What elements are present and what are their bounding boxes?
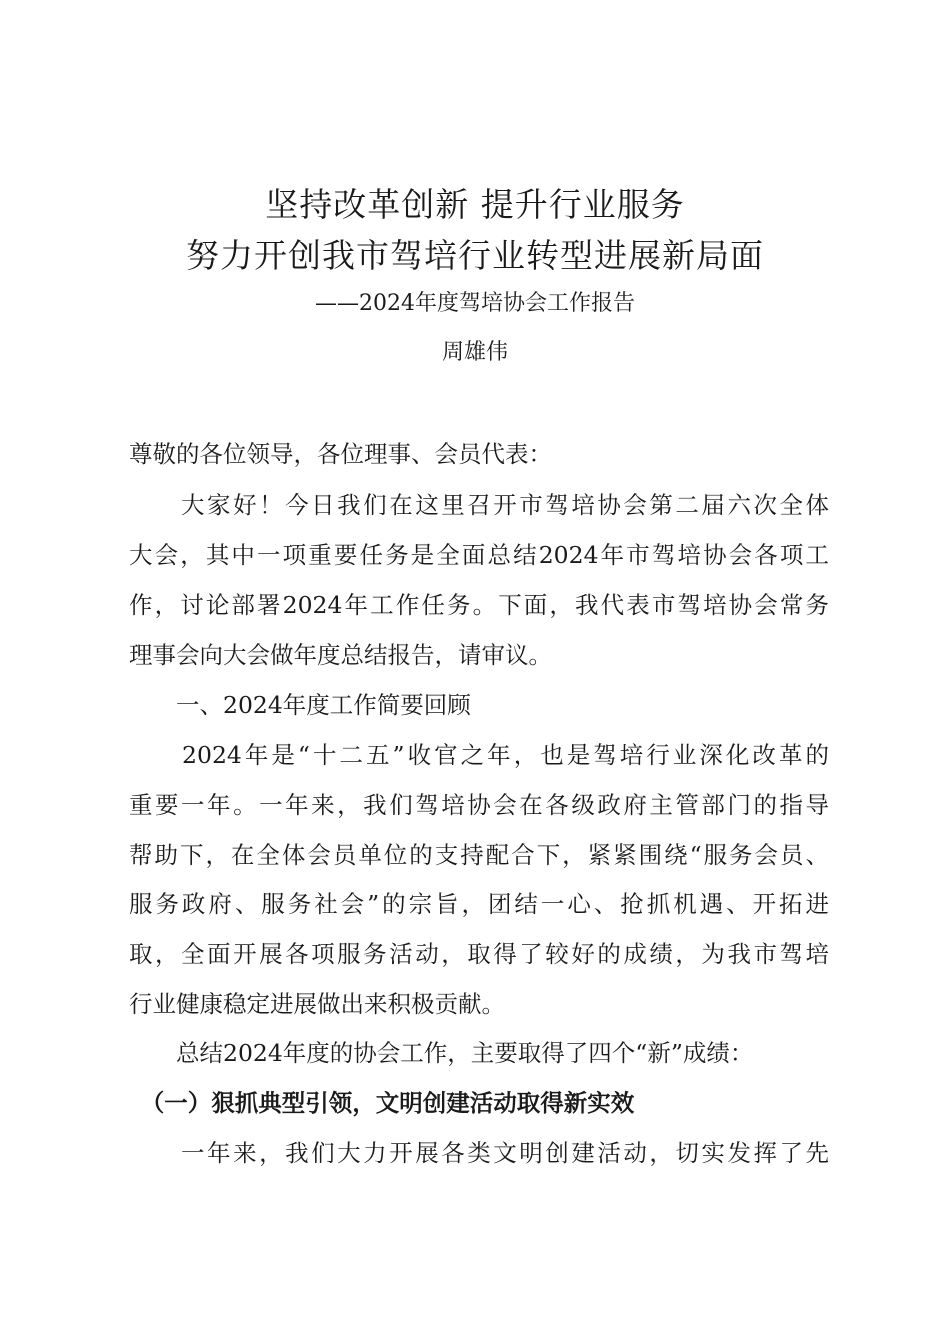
body-line: 总结2024年度的协会工作，主要取得了四个“新”成绩： — [129, 1039, 754, 1067]
body-line: 一年来，我们大力开展各类文明创建活动，切实发挥了先 — [129, 1139, 829, 1167]
body-line: 帮助下，在全体会员单位的支持配合下，紧紧围绕“服务会员、 — [129, 841, 829, 869]
body-line: 大家好！今日我们在这里召开市驾培协会第二届六次全体 — [129, 491, 829, 519]
body-line: 理事会向大会做年度总结报告，请审议。 — [129, 641, 552, 669]
body-line: 作，讨论部署2024年工作任务。下面，我代表市驾培协会常务 — [129, 591, 829, 619]
document-title-line-1: 坚持改革创新 提升行业服务 — [265, 185, 685, 224]
body-line: 大会，其中一项重要任务是全面总结2024年市驾培协会各项工 — [129, 541, 829, 569]
document-subtitle: ——2024年度驾培协会工作报告 — [315, 291, 635, 316]
body-line: 重要一年。一年来，我们驾培协会在各级政府主管部门的指导 — [129, 791, 829, 819]
section-heading: 一、2024年度工作简要回顾 — [129, 691, 471, 719]
body-line: 行业健康稳定进展做出来积极贡献。 — [129, 990, 505, 1018]
subsection-heading: （一）狠抓典型引领，文明创建活动取得新实效 — [129, 1089, 635, 1117]
body-line: 2024年是“十二五”收官之年，也是驾培行业深化改革的 — [129, 741, 829, 769]
body-line: 取，全面开展各项服务活动，取得了较好的成绩，为我市驾培 — [129, 940, 829, 968]
document-author: 周雄伟 — [441, 340, 508, 365]
document-title-line-2: 努力开创我市驾培行业转型进展新局面 — [186, 236, 764, 275]
body-line: 服务政府、服务社会”的宗旨，团结一心、抢抓机遇、开拓进 — [129, 890, 829, 918]
salutation-line: 尊敬的各位领导，各位理事、会员代表： — [129, 440, 552, 468]
